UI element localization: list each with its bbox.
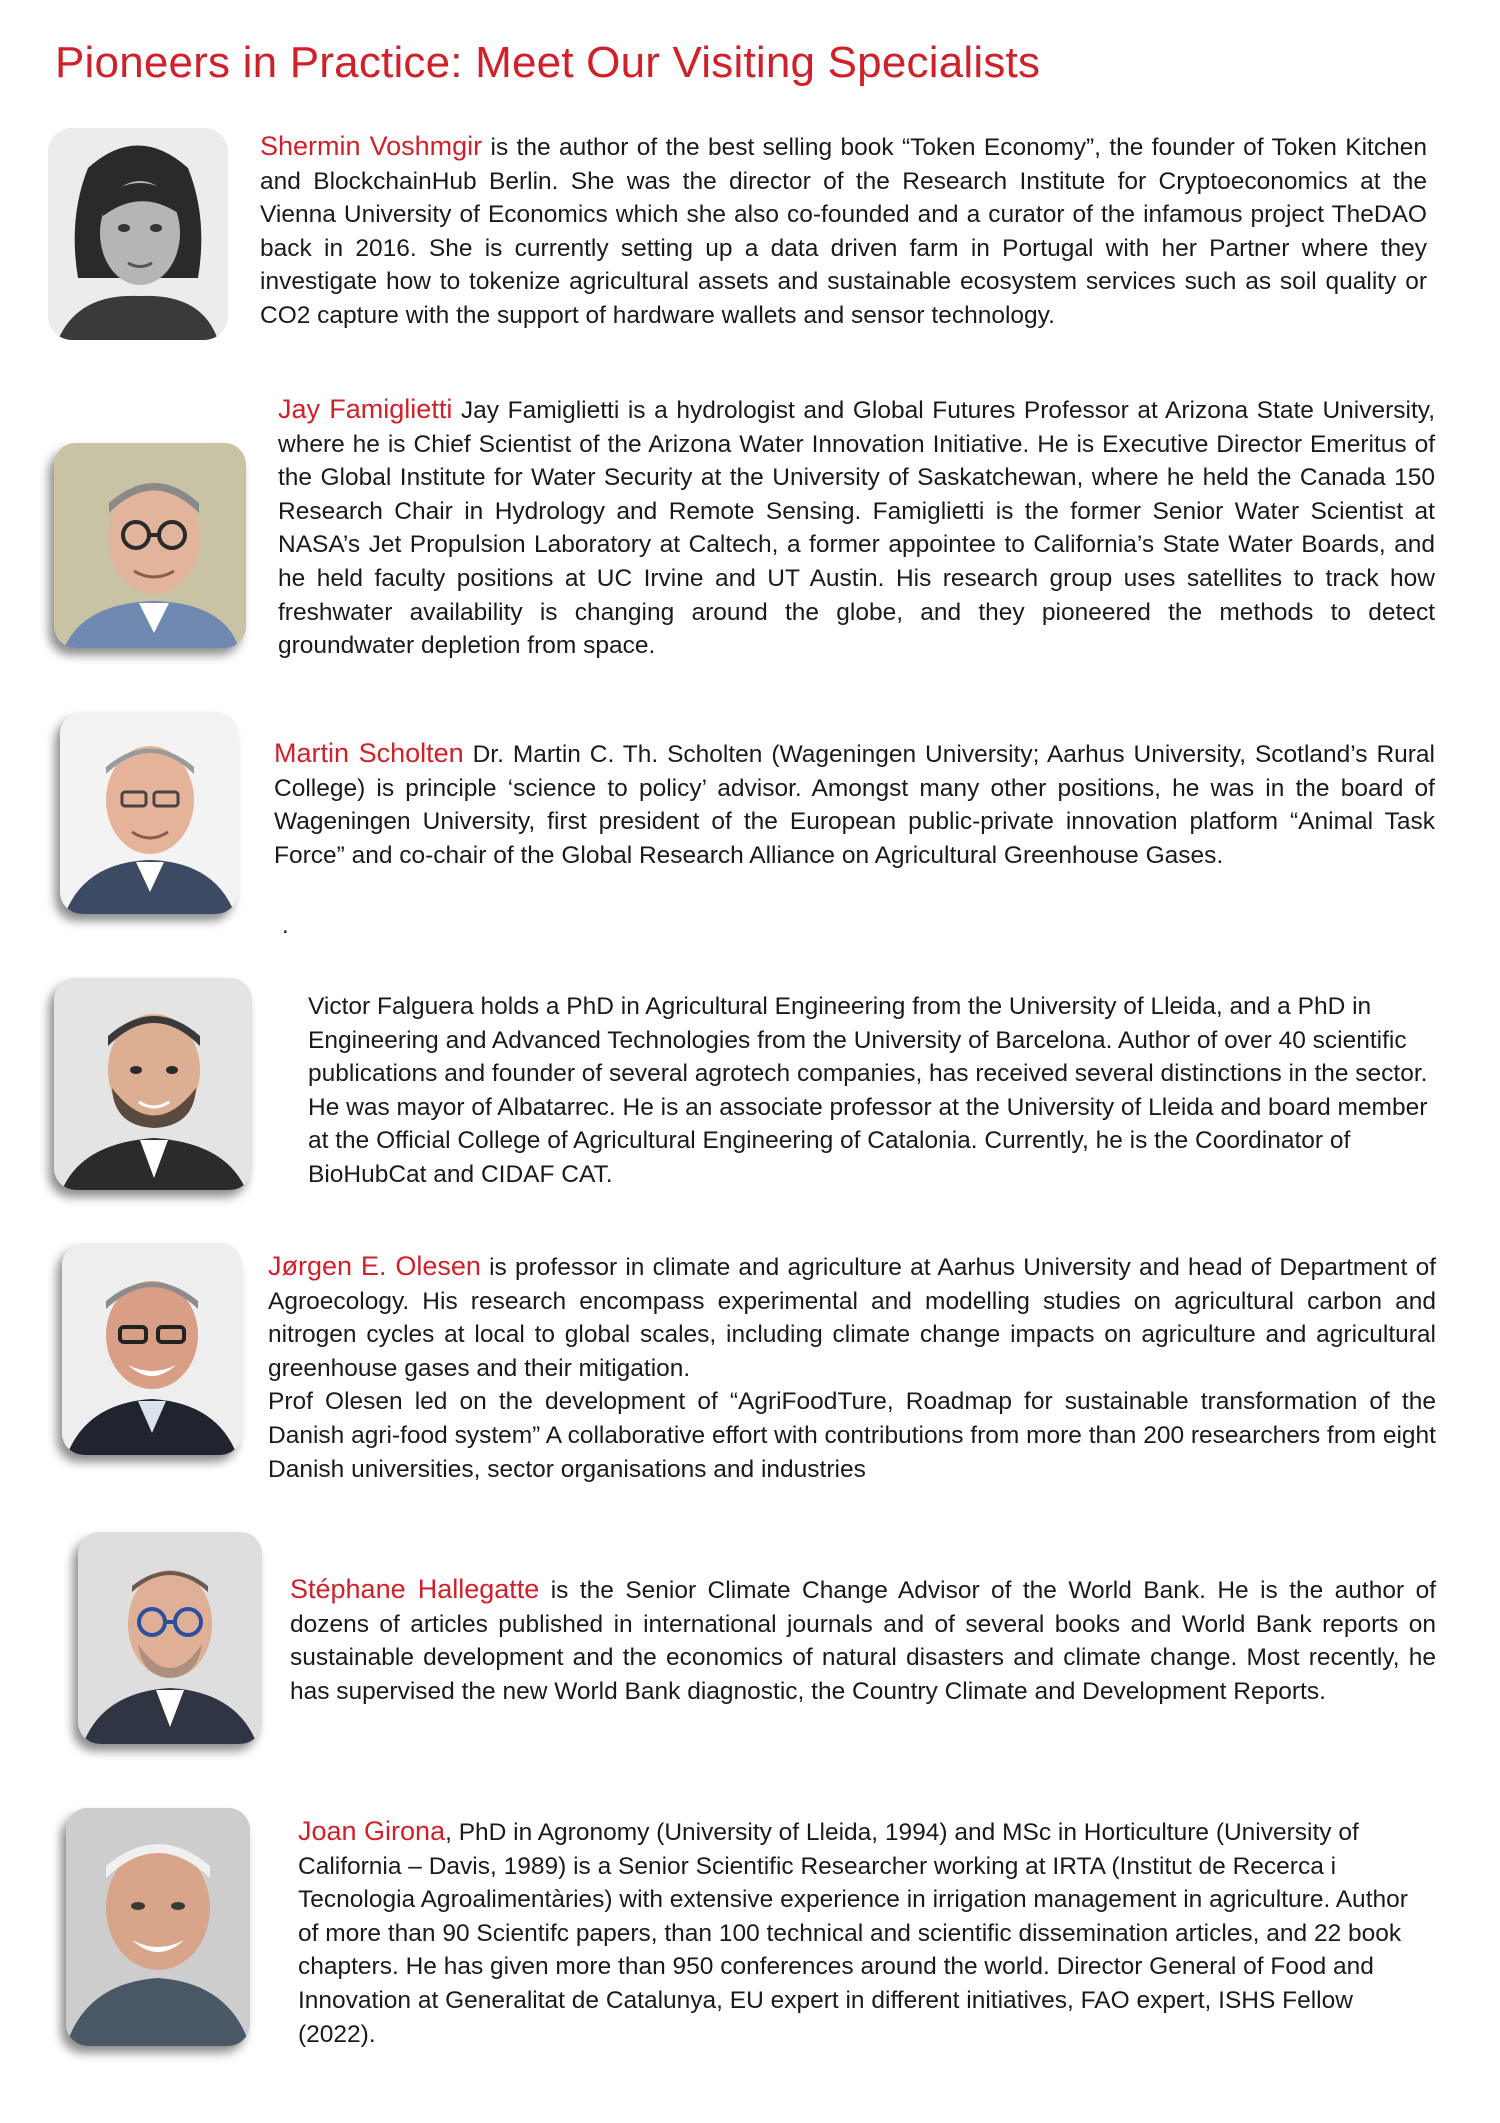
- bio-text-girona: , PhD in Agronomy (University of Lleida, 1994) and MSc in Horticulture (University of California – Davis, 1989) is a Senior Scientific Researcher working at IRTA (Institut de Recerca i Tecnologia Agroalimentàries) with extensive experience in irrigation management in agriculture. Author of more than 90 Scientifc papers, than 100 technical and scientific dissemination articles, and 22 book chapters. He has given more than 950 conferences around the world. Director General of Food and Innovation at Generalitat de Catalunya, EU expert in different initiatives, FAO expert, ISHS Fellow (2022).: [298, 1819, 1408, 2048]
- portrait-photo-scholten: [60, 712, 238, 914]
- portrait-photo-olesen: [62, 1243, 242, 1455]
- portrait-photo-famiglietti: [54, 443, 246, 648]
- bio-text-scholten: Dr. Martin C. Th. Scholten (Wageningen University; Aarhus University, Scotland’s Rural College) is principle ‘science to policy’ advisor. Amongst many other positions, he was in the board of Wageningen University, first president of the European public-private innovation platform “Animal Task Force” and co-chair of the Global Research Alliance on Agricultural Greenhouse Gases.: [274, 741, 1435, 869]
- portrait-man-glasses-icon: [54, 443, 246, 648]
- name-hallegatte: Stéphane Hallegatte: [290, 1574, 540, 1604]
- name-girona: Joan Girona: [298, 1816, 446, 1846]
- portrait-photo-voshmgir: [48, 128, 228, 340]
- bio-text-falguera: Victor Falguera holds a PhD in Agricultural Engineering from the University of Lleida, and a PhD in Engineering and Advanced Technologies from the University of Barcelona. Author of over 40 scientific publications and founder of several agrotech companies, has received several distinctions in the sector. He was mayor of Albatarrec. He is an associate professor at the University of Lleida and board member at the Official College of Agricultural Engineering of Catalonia. Currently, he is the Coordinator of BioHubCat and CIDAF CAT.: [308, 993, 1428, 1188]
- portrait-older-man-icon: [66, 1808, 250, 2046]
- portrait-man-glasses-icon: [60, 712, 238, 914]
- bio-girona: [298, 1815, 1408, 2051]
- portrait-woman-grayscale-icon: [48, 128, 228, 340]
- portrait-photo-falguera: [54, 978, 252, 1190]
- name-famiglietti: Jay Famiglietti: [278, 394, 453, 424]
- name-scholten: Martin Scholten: [274, 738, 464, 768]
- bio-famiglietti: [278, 393, 1435, 663]
- bio-text-hallegatte: is the Senior Climate Change Advisor of the World Bank. He is the author of dozens of articles published in international journals and of several books and World Bank reports on sustainable development and the economics of natural disasters and climate change. Most recently, he has supervised the new World Bank diagnostic, the Country Climate and Development Reports.: [290, 1577, 1437, 1705]
- portrait-man-beard-icon: [54, 978, 252, 1190]
- name-olesen: Jørgen E. Olesen: [268, 1251, 481, 1281]
- bio-text-voshmgir: is the author of the best selling book “Token Economy”, the founder of Token Kitchen and BlockchainHub Berlin. She was the director of the Research Institute for Cryptoeconomics at the Vienna University of Economics which she also co-founded and a curator of the infamous project TheDAO back in 2016. She is currently setting up a data driven farm in Portugal with her Partner where they investigate how to tokenize agricultural assets and sustainable ecosystem services such as soil quality or CO2 capture with the support of hardware wallets and sensor technology.: [260, 134, 1427, 329]
- bio-falguera: [308, 990, 1438, 1192]
- stray-dot: .: [282, 912, 289, 939]
- bio-hallegatte: [290, 1573, 1436, 1708]
- portrait-photo-hallegatte: [78, 1532, 262, 1744]
- portrait-man-glasses-icon: [78, 1532, 262, 1744]
- portrait-photo-girona: [66, 1808, 250, 2046]
- bio-scholten: [274, 737, 1435, 872]
- bio-extra-olesen: Prof Olesen led on the development of “AgriFoodTure, Roadmap for sustainable transformation of the Danish agri-food system” A collaborative effort with contributions from more than 200 researchers from eight Danish universities, sector organisations and industries: [268, 1388, 1436, 1483]
- page-title: Pioneers in Practice: Meet Our Visiting Specialists: [55, 38, 1041, 87]
- bio-text-olesen: is professor in climate and agriculture at Aarhus University and head of Department of Agroecology. His research encompass experimental and modelling studies on agricultural carbon and nitrogen cycles at local to global scales, including climate change impacts on agriculture and agricultural greenhouse gases and their mitigation.: [268, 1254, 1436, 1382]
- bio-text-famiglietti: Jay Famiglietti is a hydrologist and Global Futures Professor at Arizona State University, where he is Chief Scientist of the Arizona Water Innovation Initiative. He is Executive Director Emeritus of the Global Institute for Water Security at the University of Saskatchewan, where he held the Canada 150 Research Chair in Hydrology and Remote Sensing. Famiglietti is the former Senior Water Scientist at NASA’s Jet Propulsion Laboratory at Caltech, a former appointee to California’s State Water Boards, and he held faculty positions at UC Irvine and UT Austin. His research group uses satellites to track how freshwater availability is changing around the globe, and they pioneered the methods to detect groundwater depletion from space.: [278, 397, 1435, 660]
- bio-voshmgir: [260, 130, 1427, 333]
- name-voshmgir: Shermin Voshmgir: [260, 131, 483, 161]
- portrait-man-glasses-icon: [62, 1243, 242, 1455]
- bio-olesen: [268, 1250, 1436, 1486]
